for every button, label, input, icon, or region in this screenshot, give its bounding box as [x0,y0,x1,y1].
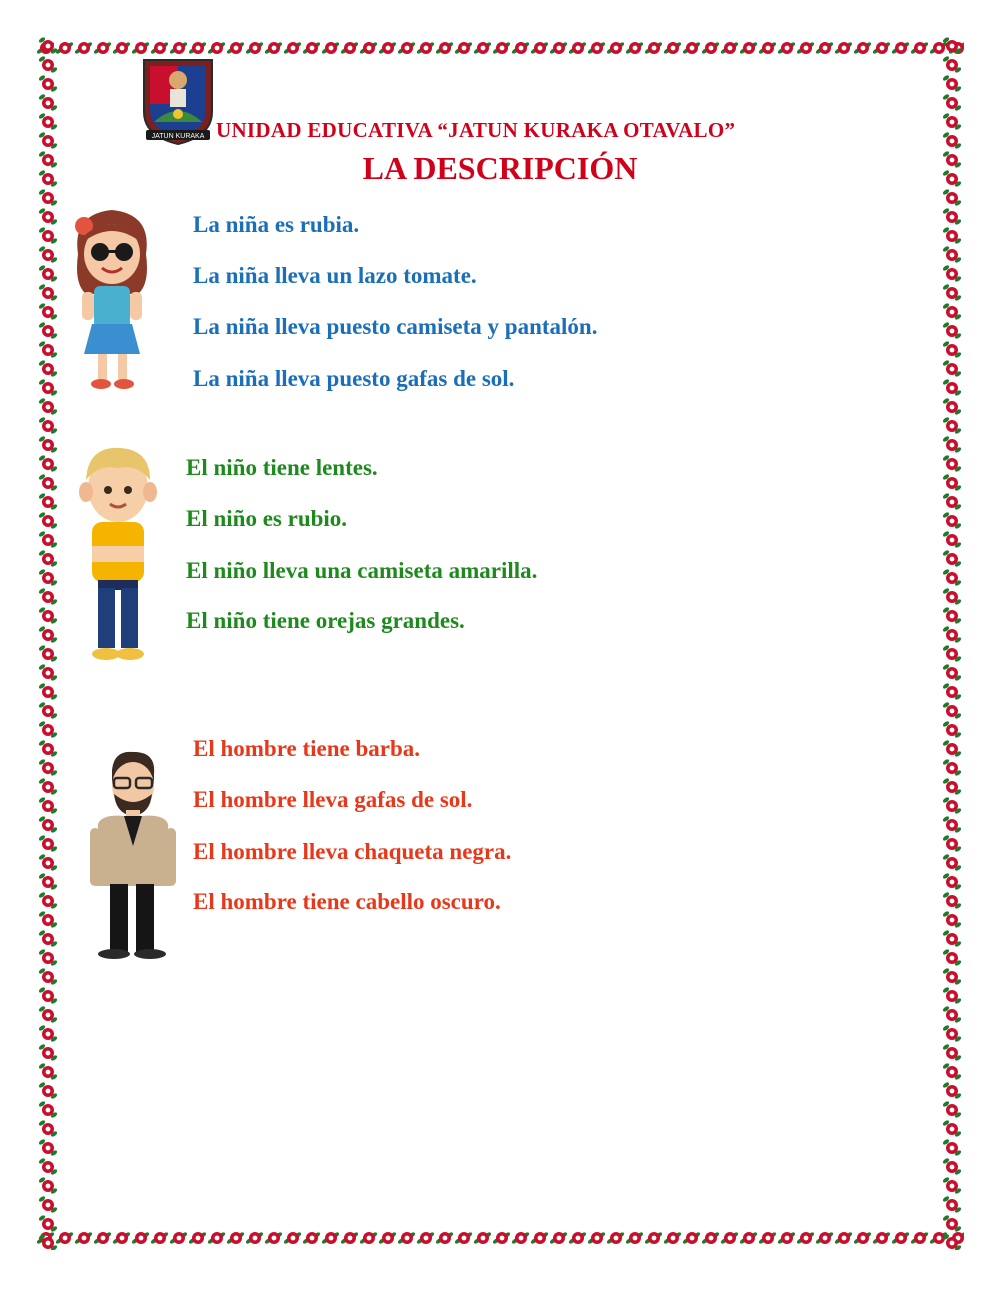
boy-sentence-4: El niño tiene orejas grandes. [186,608,465,633]
man-sentence-2: El hombre lleva gafas de sol. [193,787,473,812]
school-emblem-logo [140,56,216,146]
girl-sentence-1: La niña es rubia. [193,212,360,237]
boy-sentence-2: El niño es rubio. [186,506,348,531]
floral-border-right [940,36,964,1250]
girl-sentence-2: La niña lleva un lazo tomate. [193,263,477,288]
school-name: UNIDAD EDUCATIVA “JATUN KURAKA OTAVALO” [216,118,736,142]
girl-with-sunglasses-illustration [64,204,160,390]
logo-text: JATUN KURAKA [151,133,205,140]
man-sentence-3: El hombre lleva chaqueta negra. [193,839,512,864]
page-title: LA DESCRIPCIÓN [362,150,638,186]
boy-sentence-3: El niño lleva una camiseta amarilla. [186,558,538,583]
man-sentence-1: El hombre tiene barba. [193,736,421,761]
man-sentence-4: El hombre tiene cabello oscuro. [193,889,501,914]
floral-border-left [36,36,60,1250]
girl-sentence-3: La niña lleva puesto camiseta y pantalón. [193,314,598,339]
floral-border-bottom [36,1226,964,1250]
bearded-man-illustration [84,750,180,960]
boy-sentence-1: El niño tiene lentes. [186,455,378,480]
blond-boy-illustration [68,442,168,664]
girl-sentence-4: La niña lleva puesto gafas de sol. [193,366,515,391]
